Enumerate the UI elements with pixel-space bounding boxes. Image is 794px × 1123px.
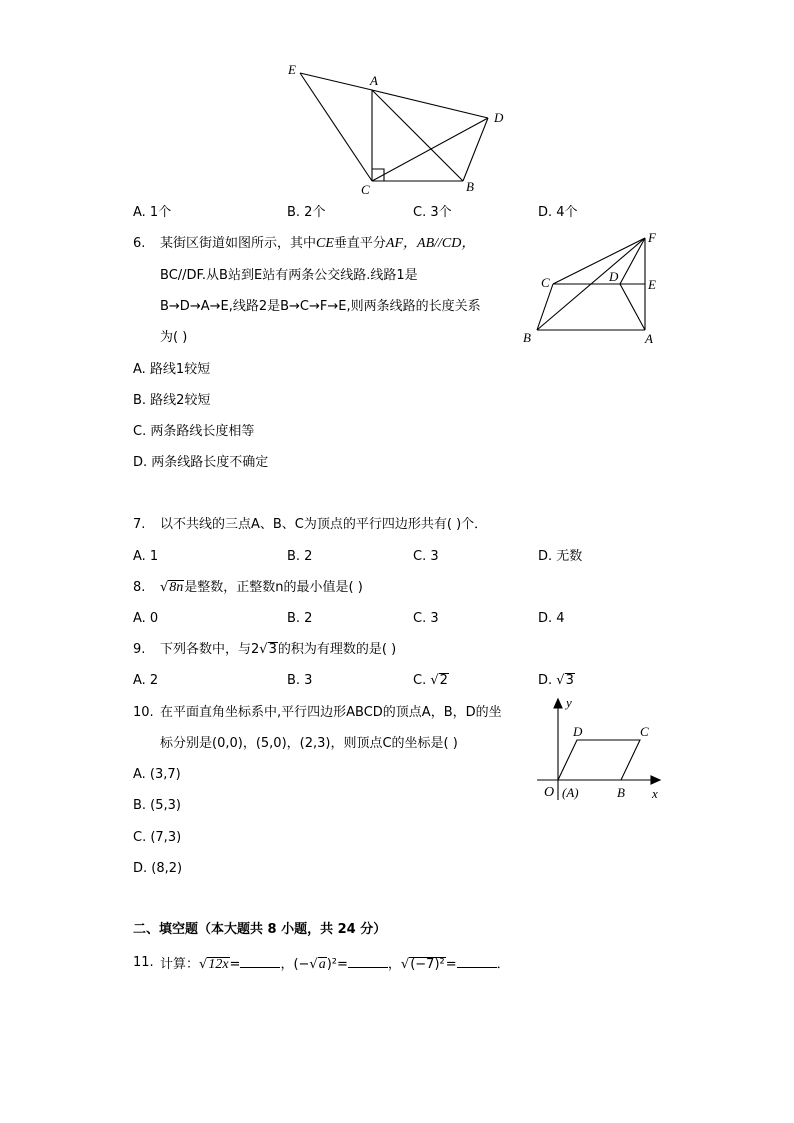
- q8-option-b: B. 2: [287, 611, 313, 626]
- sqrt-symbol: √: [199, 957, 208, 972]
- q8-option-d: D. 4: [538, 611, 565, 626]
- q6-option-a: A. 路线1较短: [133, 362, 211, 377]
- q5-label-e: E: [288, 62, 296, 77]
- q6-label-a: A: [645, 331, 653, 346]
- q9-option-c-label: C.: [413, 673, 431, 688]
- y-axis-arrow: [554, 699, 562, 708]
- q6-text-1d: AF，AB//CD，: [385, 236, 476, 251]
- q10-option-b: B. (5,3): [133, 798, 182, 813]
- q11-square-2: )²=: [326, 957, 348, 972]
- question-count: 8: [267, 922, 277, 937]
- sqrt-symbol: √: [556, 673, 565, 688]
- sqrt-symbol: √: [259, 642, 268, 657]
- q6-label-e: E: [648, 277, 656, 292]
- q9-option-d-radicand: 3: [565, 673, 574, 688]
- q9-text-pre: 下列各数中，与2: [160, 642, 260, 657]
- q5-option-a: A. 1个: [133, 205, 172, 220]
- q10-label-c: C: [640, 724, 649, 739]
- q10-label-o: O: [544, 785, 555, 800]
- q5-label-c: C: [361, 182, 370, 197]
- q8-option-a: A. 0: [133, 611, 159, 626]
- q6-option-b: B. 路线2较短: [133, 393, 211, 408]
- q5-label-a: A: [370, 73, 378, 88]
- q11-radicand-2: a: [318, 957, 326, 972]
- q11-radicand-1: 12x: [208, 957, 229, 972]
- q10-option-c: C. (7,3): [133, 830, 182, 845]
- sqrt-symbol: √: [430, 673, 439, 688]
- q6-text-1a: 某街区街道如图所示，其中: [160, 236, 317, 251]
- q6-line-2: BC//DF.从B站到E站有两条公交线路.线路1是: [160, 268, 418, 283]
- answer-blank-1[interactable]: [240, 955, 280, 968]
- q10-option-d: D. (8,2): [133, 861, 183, 876]
- q9-number: 9.: [133, 642, 146, 657]
- q10-label-x: x: [652, 786, 658, 801]
- q5-option-c: C. 3个: [413, 205, 452, 220]
- section-heading-text: 小题，共: [276, 922, 338, 937]
- q7-number: 7.: [133, 517, 146, 532]
- q10-line-1: 在平面直角坐标系中,平行四边形ABCD的顶点A，B，D的坐: [160, 705, 502, 720]
- q11-end: ．: [496, 957, 510, 972]
- q9-option-d-label: D.: [538, 673, 557, 688]
- q11-sep-1: ，(−: [280, 957, 310, 972]
- q6-label-c: C: [541, 275, 550, 290]
- sqrt-symbol: √: [309, 957, 318, 972]
- q6-number: 6.: [133, 236, 146, 251]
- q9-radicand: 3: [268, 642, 277, 657]
- q10-label-y: y: [566, 695, 572, 710]
- q9-text-post: 的积为有理数的是( ): [277, 642, 397, 657]
- q7-option-d: D. 无数: [538, 549, 583, 564]
- q6-line-3: B→D→A→E,线路2是B→C→F→E,则两条线路的长度关系: [160, 299, 481, 314]
- q7-option-b: B. 2: [287, 549, 313, 564]
- q6-text-1c: 垂直平分: [333, 236, 386, 251]
- q6-line-4: 为( ): [160, 330, 188, 345]
- section-heading-text: 二、填空题（本大题共: [133, 922, 268, 937]
- q10-line-2: 标分别是(0,0)，(5,0)，(2,3)，则顶点C的坐标是( ): [160, 736, 458, 751]
- q11-eq-3: =: [445, 957, 457, 972]
- section-heading-text: 分）: [355, 922, 387, 937]
- q11-number: 11.: [133, 955, 154, 970]
- q10-label-d: D: [573, 724, 583, 739]
- q8-number: 8.: [133, 580, 146, 595]
- q11-radicand-3: (−7)²: [410, 957, 445, 972]
- q6-label-f: F: [648, 230, 656, 245]
- q6-text-1b: CE: [316, 236, 334, 251]
- q11-sep-2: ，: [387, 957, 401, 972]
- q9-option-b: B. 3: [287, 673, 313, 688]
- q5-label-d: D: [494, 110, 504, 125]
- q11-stem: [160, 955, 510, 973]
- q5-option-d: D. 4个: [538, 205, 578, 220]
- q6-option-c: C. 两条路线长度相等: [133, 424, 255, 439]
- q7-text: 以不共线的三点A、B、C为顶点的平行四边形共有( )个．: [160, 517, 488, 532]
- parallelogram-abcd: [558, 740, 640, 780]
- q11-eq-1: =: [229, 957, 241, 972]
- q10-label-b: B: [617, 785, 625, 800]
- q11-text-pre: 计算：: [160, 957, 200, 972]
- sqrt-symbol: √: [400, 957, 410, 972]
- q10-number: 10.: [133, 705, 154, 720]
- q10-label-a: (A): [562, 785, 579, 800]
- answer-blank-3[interactable]: [457, 955, 497, 968]
- q6-label-d: D: [609, 269, 619, 284]
- q6-label-b: B: [523, 330, 531, 345]
- q9-option-a: A. 2: [133, 673, 159, 688]
- section-points: 24: [337, 922, 356, 937]
- q9-option-c-radicand: 2: [439, 673, 448, 688]
- q5-label-b: B: [466, 179, 474, 194]
- q8-radicand: 8n: [169, 580, 184, 595]
- answer-blank-2[interactable]: [348, 955, 388, 968]
- x-axis-arrow: [651, 776, 660, 784]
- q7-option-a: A. 1: [133, 549, 159, 564]
- sqrt-symbol: √: [160, 580, 169, 595]
- q8-text: 是整数，正整数n的最小值是( ): [184, 580, 363, 595]
- q7-option-c: C. 3: [413, 549, 439, 564]
- q8-option-c: C. 3: [413, 611, 439, 626]
- q5-option-b: B. 2个: [287, 205, 326, 220]
- q6-option-d: D. 两条线路长度不确定: [133, 455, 269, 470]
- section-2-heading: [133, 922, 386, 938]
- q10-option-a: A. (3,7): [133, 767, 181, 782]
